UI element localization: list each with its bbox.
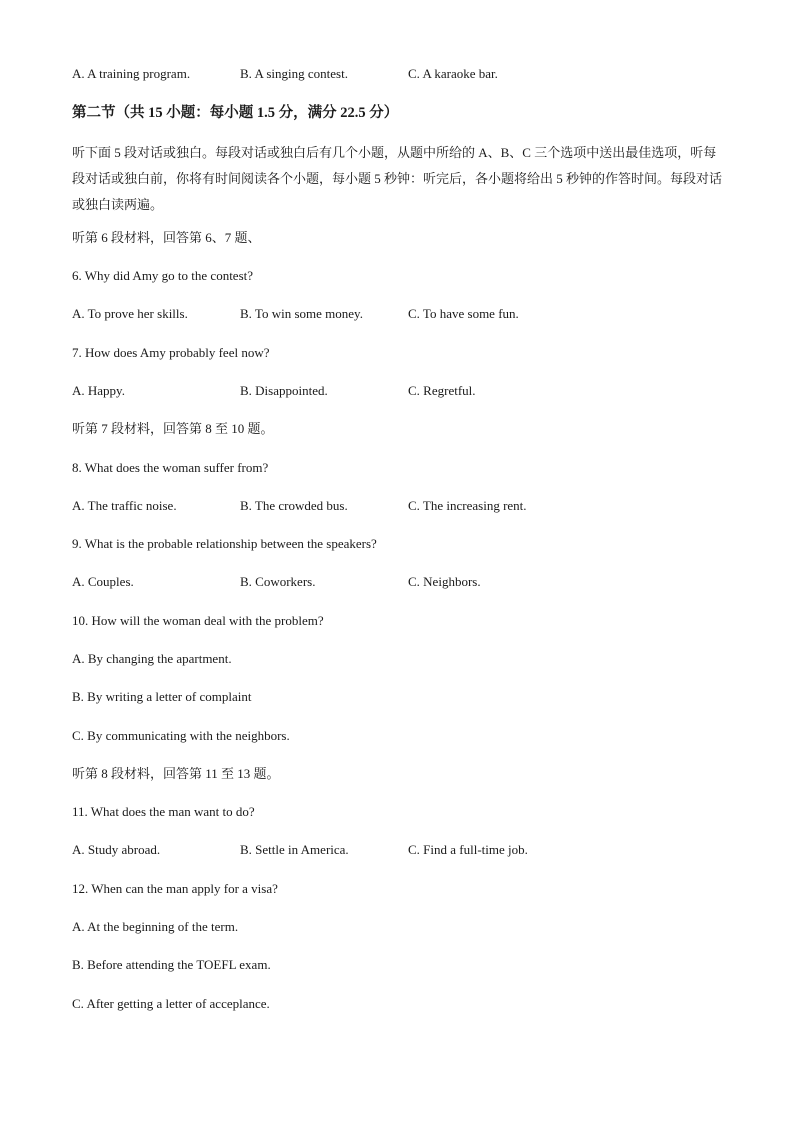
option-a: A. Couples. [72,574,134,589]
option-c: C. To have some fun. [408,306,519,321]
question-12: 12. When can the man apply for a visa? [72,881,278,896]
question-10-option-c: C. By communicating with the neighbors. [72,728,290,743]
option-a: A. A training program. [72,66,191,81]
option-b: B. Settle in America. [240,842,349,857]
option-c: C. The increasing rent. [408,498,527,513]
option-a: A. Study abroad. [72,842,161,857]
option-a: A. To prove her skills. [72,306,188,321]
material-8-note: 听第 8 段材料，回答第 11 至 13 题。 [72,766,280,781]
question-8: 8. What does the woman suffer from? [72,460,269,475]
option-c: C. Regretful. [408,383,476,398]
option-c: C. Find a full-time job. [408,842,528,857]
option-b: B. A singing contest. [240,66,348,81]
question-10: 10. How will the woman deal with the problem? [72,613,324,628]
option-b: B. Disappointed. [240,383,328,398]
question-12-option-a: A. At the beginning of the term. [72,919,239,934]
question-11: 11. What does the man want to do? [72,804,255,819]
option-c: C. Neighbors. [408,574,481,589]
option-b: B. Coworkers. [240,574,316,589]
question-7: 7. How does Amy probably feel now? [72,345,270,360]
question-6: 6. Why did Amy go to the contest? [72,268,254,283]
option-b: B. To win some money. [240,306,363,321]
question-12-option-c: C. After getting a letter of acceplance. [72,996,270,1011]
option-a: A. Happy. [72,383,125,398]
option-a: A. The traffic noise. [72,498,177,513]
question-9: 9. What is the probable relationship between the speakers? [72,536,377,551]
question-10-option-a: A. By changing the apartment. [72,651,232,666]
instructions: 听下面 5 段对话或独白。每段对话或独白后有几个小题，从题中所给的 A、B、C 三个选项中送出最佳选项，听每段对话或独白前，你将有时间阅读各个小题，每小题 5 秒钟：听完后，各小题将给出 5 秒钟的作答时间。每段对话或独白读两遍。 [72,145,723,212]
option-b: B. The crowded bus. [240,498,348,513]
material-6-note: 听第 6 段材料，回答第 6、7 题、 [72,230,261,245]
option-c: C. A karaoke bar. [408,66,498,81]
question-10-option-b: B. By writing a letter of complaint [72,689,252,704]
section-heading: 第二节（共 15 小题：每小题 1.5 分，满分 22.5 分） [72,105,399,121]
question-12-option-b: B. Before attending the TOEFL exam. [72,957,271,972]
material-7-note: 听第 7 段材料，回答第 8 至 10 题。 [72,421,274,436]
